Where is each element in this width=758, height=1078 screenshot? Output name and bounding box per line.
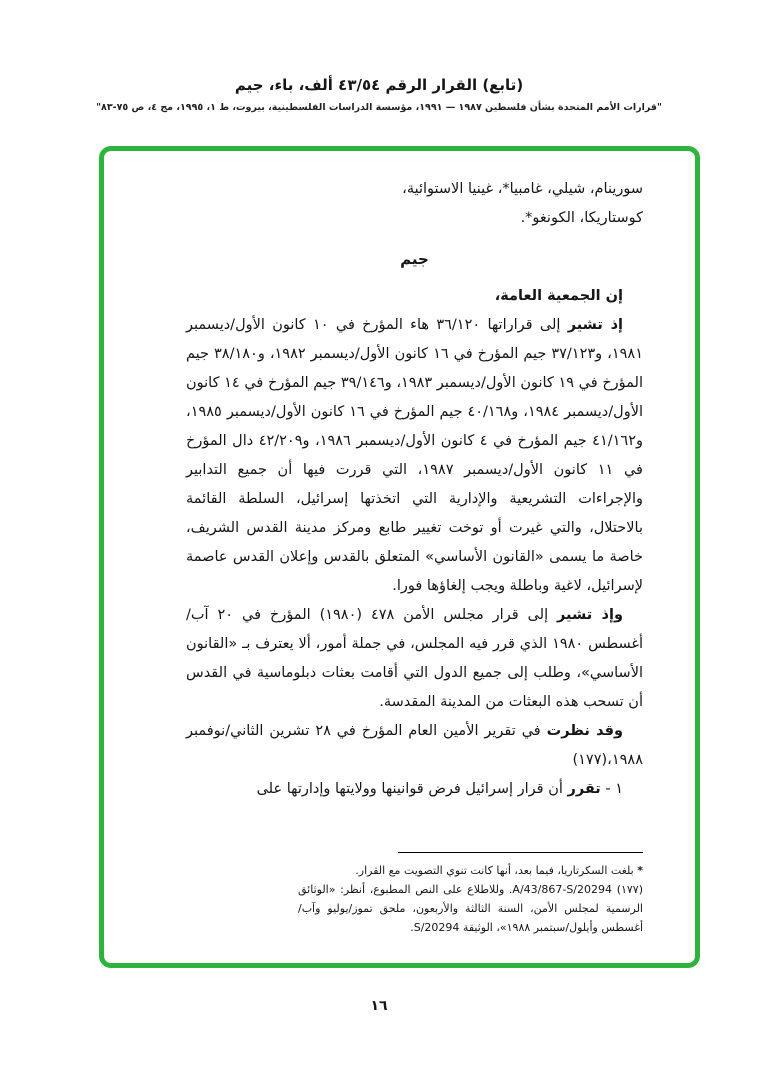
resolution-opening: إن الجمعية العامة، (494, 288, 623, 304)
footnote-text: بلغت السكرتاريا، فيما بعد، أنها كانت تنوي التصويت مع القرار. (355, 864, 638, 877)
footnote-marker: * (637, 864, 643, 877)
paragraph-considered-report (186, 717, 643, 775)
paragraph-lead: وقد نظرت (546, 723, 624, 739)
sponsor-countries (186, 175, 643, 233)
page-header (0, 76, 758, 113)
paragraph-text: إلى قرار مجلس الأمن ٤٧٨ (١٩٨٠) المؤرخ في ٢٠ آب/أغسطس ١٩٨٠ الذي قرر فيه المجلس، في جملة أمور، ألا يعترف بـ «القانون الأساسي»، وطلب إلى جميع الدول التي أقامت بعثات دبلوماسية في القدس أن تسحب هذه البعثات من المدينة المقدسة. (186, 607, 643, 710)
paragraph-lead: تقرر (567, 781, 601, 797)
sponsor-line: كوستاريكا، الكونغو*. (520, 210, 643, 226)
paragraph-lead: إذ تشير (567, 317, 623, 333)
paragraph-text: في تقرير الأمين العام المؤرخ في ٢٨ تشرين الثاني/نوفمبر ١٩٨٨،(١٧٧) (186, 723, 643, 768)
paragraph-lead: وإذ تشير (557, 607, 623, 623)
paragraph-text: إلى قراراتها ٣٦/١٢٠ هاء المؤرخ في ١٠ كانون الأول/ديسمبر ١٩٨١، و٣٧/١٢٣ جيم المؤرخ في ١٦ كانون الأول/ديسمبر ١٩٨٢، و٣٨/١٨٠ جيم المؤرخ في ١٩ كانون الأول/ديسمبر ١٩٨٣، و٣٩/١٤٦ جيم المؤرخ في ١٤ كانون الأول/ديسمبر ١٩٨٤، و٤٠/١٦٨ جيم المؤرخ في ١٦ كانون الأول/ديسمبر ١٩٨٥، و٤١/١٦٢ جيم المؤرخ في ٤ كانون الأول/ديسمبر ١٩٨٦، و٤٢/٢٠٩ دال المؤرخ في ١١ كانون الأول/ديسمبر ١٩٨٧، التي قررت فيها أن جميع التدابير والإجراءات التشريعية والإدارية التي اتخذتها إسرائيل، السلطة القائمة بالاحتلال، والتي غيرت أو توخت تغيير طابع ومركز مدينة القدس الشريف، خاصة ما يسمى «القانون الأساسي» المتعلق بالقدس وإعلان القدس عاصمة لإسرائيل، لاغية وباطلة ويجب إلغاؤها فورا. (186, 317, 644, 594)
footnote-text: A/43/867-S/20294. وللاطلاع على النص المطبوع، أنظر: «الوثائق الرسمية لمجلس الأمن، السنة الثالثة والأربعون، ملحق تموز/يوليو وآب/أغسطس وأيلول/سبتمبر ١٩٨٨»، الوثيقة S/20294. (298, 883, 643, 934)
footnote-marker: (١٧٧) (616, 883, 644, 896)
paragraph-operative-1 (186, 775, 643, 804)
paragraph-prefix: ١ - (600, 781, 623, 797)
sponsor-line: سورينام، شيلي، غامبيا*، غينيا الاستوائية، (402, 181, 643, 197)
green-frame (99, 146, 700, 968)
footnote-vote-intention (298, 861, 643, 880)
paragraph-text: أن قرار إسرائيل فرض قوانينها وولايتها وإدارتها على (256, 781, 568, 797)
footnotes-section (186, 852, 643, 937)
page-number: ١٦ (370, 998, 388, 1014)
paragraph-recalling-resolutions (186, 311, 643, 601)
source-citation: "قرارات الأمم المتحدة بشأن فلسطين ١٩٨٧ — ١٩٩١، مؤسسة الدراسات الفلسطينية، بيروت، ط ١، ١٩٩٥، مج ٤، ص ٧٥-٨٣" (96, 102, 662, 113)
resolution-title: (تابع) القرار الرقم ٤٣/٥٤ ألف، باء، جيم (234, 76, 524, 94)
footnote-document-reference (298, 880, 643, 937)
section-heading: جيم (400, 250, 429, 268)
footnote-divider (398, 852, 643, 853)
paragraph-recalling-security-council (186, 601, 643, 717)
